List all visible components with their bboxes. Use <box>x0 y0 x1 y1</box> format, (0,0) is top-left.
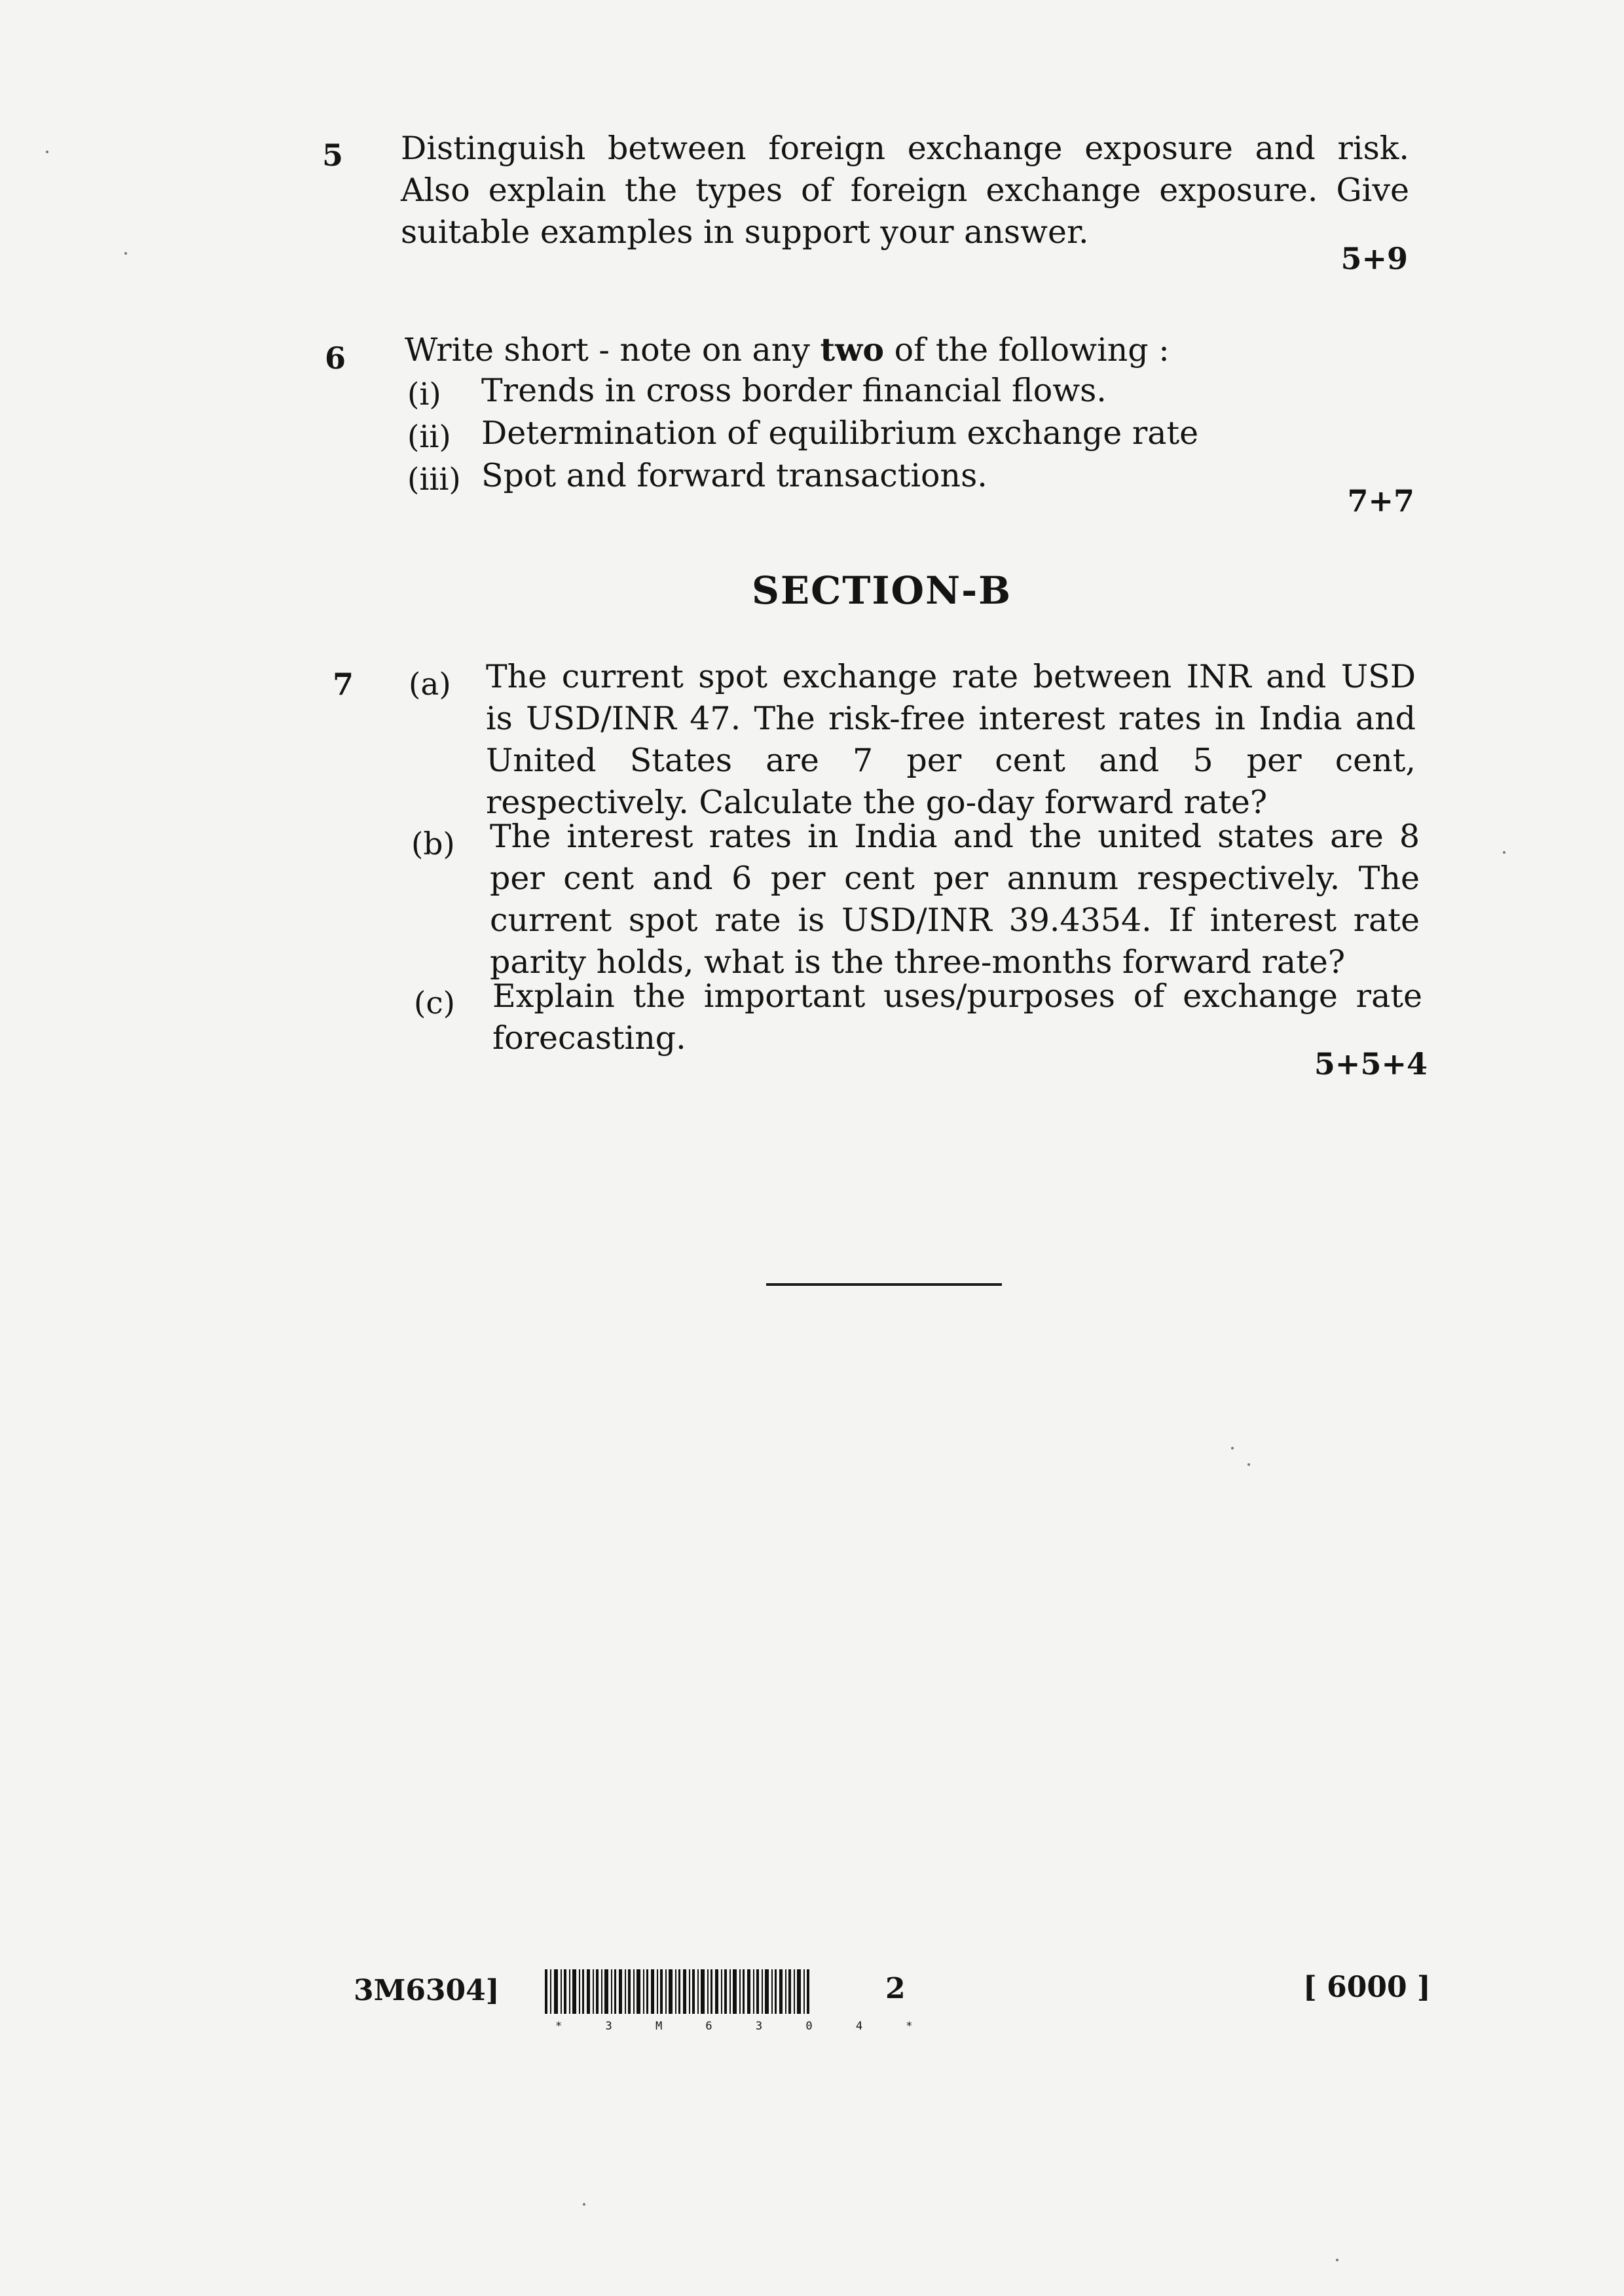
scan-speck <box>1336 2259 1338 2261</box>
scan-speck <box>583 2203 585 2206</box>
question-5-marks: 5+9 <box>1340 241 1408 276</box>
scan-speck <box>1247 1463 1250 1466</box>
question-7-part-b-label: (b) <box>411 826 455 862</box>
question-6-number: 6 <box>325 340 346 376</box>
barcode-icon <box>545 1969 820 2020</box>
question-6-item-1-text: Trends in cross border financial flows. <box>481 372 1107 409</box>
question-7-part-c-text: Explain the important uses/purposes of exchange rate forecasting. <box>492 977 1422 1057</box>
question-6-item-2-text: Determination of equilibrium exchange rate <box>481 414 1199 452</box>
question-5-text: Distinguish between foreign exchange exposure and risk. Also explain the types of foreign exchange exposure. Give suitable examples in support your answer. <box>401 130 1409 251</box>
question-7-part-a-label: (a) <box>409 666 451 702</box>
question-6-item-1-label: (i) <box>407 376 441 412</box>
question-6-marks: 7+7 <box>1347 483 1414 519</box>
question-6-intro-after: of the following : <box>894 331 1170 369</box>
question-6-intro-emphasis: two <box>820 331 885 369</box>
scan-speck <box>1503 851 1505 854</box>
question-5-number: 5 <box>322 137 344 173</box>
question-6-intro-before: Write short - note on any <box>405 331 810 369</box>
question-7-part-c-label: (c) <box>414 985 455 1021</box>
page-number: 2 <box>885 1972 906 2005</box>
question-6-item-2-label: (ii) <box>407 419 451 455</box>
section-b-heading: SECTION-B <box>752 568 1012 613</box>
paper-total-count: [ 6000 ] <box>1303 1971 1431 2004</box>
scan-speck <box>46 151 48 153</box>
paper-code: 3M6304] <box>354 1974 500 2007</box>
scan-speck <box>1231 1447 1234 1449</box>
scan-speck <box>124 252 127 255</box>
question-7-number: 7 <box>333 666 354 702</box>
end-of-paper-rule <box>766 1283 1002 1286</box>
question-6-item-3-text: Spot and forward transactions. <box>481 457 987 494</box>
question-7-marks: 5+5+4 <box>1314 1046 1428 1082</box>
question-6-item-3-label: (iii) <box>407 462 461 498</box>
question-7-part-a-text: The current spot exchange rate between INR and USD is USD/INR 47. The risk-free interest rates in India and United States are 7 per cent and 5 per cent, respectively. Calculate the go-day forward rate? <box>486 658 1416 821</box>
question-6-intro <box>405 329 1170 371</box>
question-7-part-b-text: The interest rates in India and the united states are 8 per cent and 6 per cent per annum respectively. The current spot rate is USD/INR 39.4354. If interest rate parity holds, what is the three-months forward rate? <box>490 818 1420 981</box>
barcode-caption: * 3 M 6 3 0 4 * <box>555 2020 931 2033</box>
